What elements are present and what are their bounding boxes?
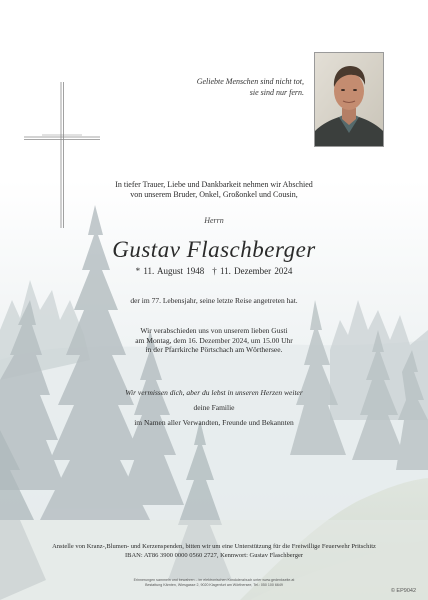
life-dates xyxy=(0,266,428,277)
quote-line-1: Geliebte Menschen sind nicht tot, xyxy=(196,77,304,86)
donation-line-1: Anstelle von Kranz-,Blumen- und Kerzenspenden, bitten wir um eine Unterstützung für die Freiwillige Feuerwehr Pritschitz xyxy=(52,543,376,550)
credits-line-2: Bestattung Kärnten, Wiesgasse 2, 9020 Klagenfurt am Wörthersee, Tel.: 050 100 6649 xyxy=(145,583,283,587)
funeral-line-2: am Montag, dem 16. Dezember 2024, um 15.00 Uhr xyxy=(135,335,293,345)
credits-line-1: Erinnerungen sammeln und bewahren – im elektronischen Kondolenzbuch unter www.gedenkseite.at xyxy=(133,578,295,582)
deceased-portrait xyxy=(314,52,384,147)
remembrance-line: Wir vermissen dich, aber du lebst in unseren Herzen weiter xyxy=(125,388,303,397)
life-statement: der im 77. Lebensjahr, seine letzte Reise angetreten hat. xyxy=(130,296,298,305)
funeral-line-1: Wir verabschieden uns von unserem lieben Gusti xyxy=(140,326,288,335)
salutation: Herrn xyxy=(204,216,224,225)
funeral-details xyxy=(0,326,428,355)
death-date: † 11. Dezember 2024 xyxy=(212,266,293,276)
relatives-line: im Namen aller Verwandten, Freunde und Bekannten xyxy=(134,418,294,427)
document-code: © EP9042 xyxy=(390,588,416,594)
deceased-name: Gustav Flaschberger xyxy=(112,237,316,262)
donation-line-2: IBAN: AT86 3900 0000 0560 2727, Kennwort: Gustav Flaschberger xyxy=(124,551,304,559)
memorial-quote xyxy=(120,76,304,98)
cross-icon xyxy=(24,80,102,230)
intro-line-1: In tiefer Trauer, Liebe und Dankbarkeit nehmen wir Abschied xyxy=(115,180,313,189)
donation-note xyxy=(0,543,428,560)
funeral-home-credits xyxy=(0,578,428,588)
announcement-intro xyxy=(0,180,428,200)
birth-date: * 11. August 1948 xyxy=(135,266,205,276)
family-signature: deine Familie xyxy=(193,403,235,412)
quote-line-2: sie sind nur fern. xyxy=(249,88,304,97)
intro-line-2: von unserem Bruder, Onkel, Großonkel und Cousin, xyxy=(130,190,298,199)
funeral-line-3: in der Pfarrkirche Pörtschach am Wörthersee. xyxy=(145,345,283,354)
